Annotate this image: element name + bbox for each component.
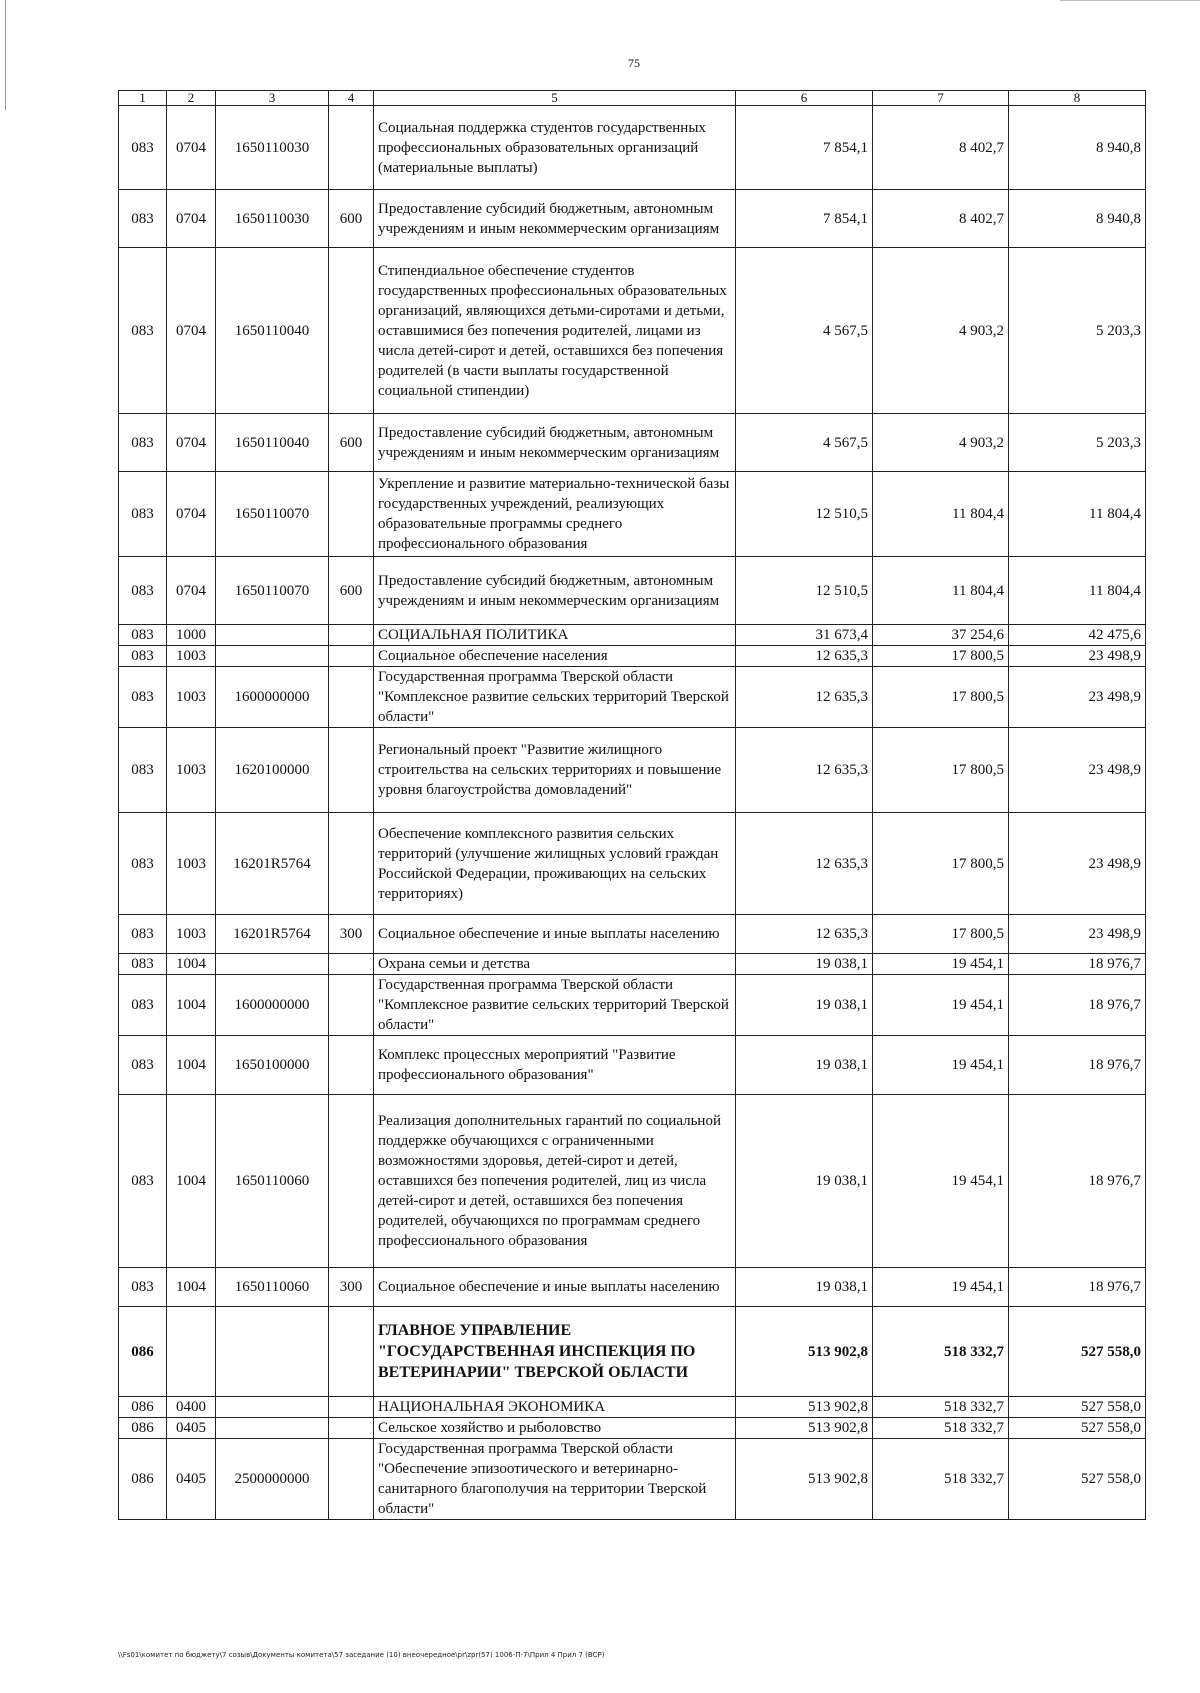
code-admin-cell: 083 [119,954,167,975]
target-article-cell: 1650110060 [216,1095,329,1268]
table-row [119,1036,1146,1095]
amount-year3-cell: 23 498,9 [1009,813,1146,915]
section-code-cell [167,1307,216,1397]
target-article-cell [216,625,329,646]
target-article-cell: 1650110040 [216,248,329,414]
column-header: 7 [873,91,1009,106]
amount-year1-cell: 19 038,1 [736,1036,873,1095]
expense-type-cell [329,248,374,414]
amount-year1-cell: 513 902,8 [736,1307,873,1397]
item-name-cell: Социальная поддержка студентов государственных профессиональных образовательных организаций (материальные выплаты) [374,106,736,190]
amount-year2-cell: 4 903,2 [873,414,1009,472]
amount-year3-cell: 18 976,7 [1009,954,1146,975]
target-article-cell [216,1397,329,1418]
table-row [119,248,1146,414]
expense-type-cell [329,1397,374,1418]
table-row [119,728,1146,813]
table-row [119,954,1146,975]
code-admin-cell: 083 [119,625,167,646]
expense-type-cell [329,1095,374,1268]
target-article-cell: 16201R5764 [216,915,329,954]
code-admin-cell: 083 [119,414,167,472]
table-row [119,106,1146,190]
item-name-cell: Сельское хозяйство и рыболовство [374,1418,736,1439]
code-admin-cell: 083 [119,915,167,954]
expense-type-cell [329,1307,374,1397]
target-article-cell: 1650110030 [216,190,329,248]
table-row [119,414,1146,472]
section-code-cell: 0704 [167,557,216,625]
amount-year3-cell: 18 976,7 [1009,1036,1146,1095]
item-name-cell: Предоставление субсидий бюджетным, автономным учреждениям и иным некоммерческим организациям [374,557,736,625]
code-admin-cell: 083 [119,190,167,248]
amount-year2-cell: 17 800,5 [873,915,1009,954]
item-name-cell: СОЦИАЛЬНАЯ ПОЛИТИКА [374,625,736,646]
code-admin-cell: 083 [119,728,167,813]
expense-type-cell: 300 [329,1268,374,1307]
column-header: 1 [119,91,167,106]
column-header: 8 [1009,91,1146,106]
amount-year2-cell: 4 903,2 [873,248,1009,414]
item-name-cell: Социальное обеспечение и иные выплаты населению [374,1268,736,1307]
target-article-cell [216,954,329,975]
section-code-cell: 1004 [167,1036,216,1095]
section-code-cell: 0405 [167,1439,216,1520]
amount-year2-cell: 8 402,7 [873,106,1009,190]
amount-year3-cell: 23 498,9 [1009,728,1146,813]
header-row [119,91,1146,106]
amount-year1-cell: 12 635,3 [736,667,873,728]
table-row [119,190,1146,248]
section-code-cell: 1004 [167,1268,216,1307]
amount-year2-cell: 11 804,4 [873,472,1009,557]
scan-top-line [1060,0,1200,1]
table-row [119,1439,1146,1520]
expense-type-cell: 600 [329,190,374,248]
section-code-cell: 1004 [167,954,216,975]
code-admin-cell: 083 [119,248,167,414]
target-article-cell [216,646,329,667]
amount-year3-cell: 18 976,7 [1009,975,1146,1036]
amount-year3-cell: 23 498,9 [1009,915,1146,954]
amount-year2-cell: 19 454,1 [873,954,1009,975]
code-admin-cell: 086 [119,1418,167,1439]
target-article-cell: 1620100000 [216,728,329,813]
amount-year1-cell: 513 902,8 [736,1439,873,1520]
amount-year1-cell: 7 854,1 [736,190,873,248]
amount-year1-cell: 4 567,5 [736,414,873,472]
section-code-cell: 0405 [167,1418,216,1439]
amount-year1-cell: 12 635,3 [736,728,873,813]
code-admin-cell: 086 [119,1397,167,1418]
target-article-cell: 16201R5764 [216,813,329,915]
amount-year2-cell: 518 332,7 [873,1418,1009,1439]
budget-table [118,90,1146,1520]
table-row [119,625,1146,646]
item-name-cell: Охрана семьи и детства [374,954,736,975]
expense-type-cell [329,667,374,728]
table-row [119,1397,1146,1418]
scan-edge-line [5,0,6,110]
amount-year2-cell: 518 332,7 [873,1397,1009,1418]
column-header: 5 [374,91,736,106]
section-code-cell: 0704 [167,106,216,190]
amount-year1-cell: 12 635,3 [736,813,873,915]
expense-type-cell [329,1036,374,1095]
section-code-cell: 1003 [167,667,216,728]
section-code-cell: 1003 [167,813,216,915]
amount-year3-cell: 527 558,0 [1009,1439,1146,1520]
table-row [119,975,1146,1036]
amount-year3-cell: 23 498,9 [1009,646,1146,667]
column-header: 2 [167,91,216,106]
amount-year2-cell: 17 800,5 [873,667,1009,728]
expense-type-cell [329,813,374,915]
amount-year2-cell: 19 454,1 [873,1036,1009,1095]
expense-type-cell [329,954,374,975]
target-article-cell: 1650110070 [216,472,329,557]
expense-type-cell [329,646,374,667]
target-article-cell: 1600000000 [216,667,329,728]
column-header: 4 [329,91,374,106]
amount-year2-cell: 19 454,1 [873,1095,1009,1268]
amount-year3-cell: 11 804,4 [1009,557,1146,625]
amount-year3-cell: 527 558,0 [1009,1397,1146,1418]
expense-type-cell [329,1418,374,1439]
code-admin-cell: 086 [119,1307,167,1397]
code-admin-cell: 083 [119,106,167,190]
expense-type-cell [329,728,374,813]
code-admin-cell: 083 [119,1095,167,1268]
section-code-cell: 1003 [167,915,216,954]
amount-year3-cell: 18 976,7 [1009,1095,1146,1268]
target-article-cell: 1650100000 [216,1036,329,1095]
item-name-cell: Государственная программа Тверской области "Комплексное развитие сельских территорий Тверской области" [374,975,736,1036]
footer-file-path: \\Fs01\комитет по бюджету\7 созыв\Документы комитета\57 заседание (10) внеочередное\pr\zpr(57) 1006-П-7\Прил 4 Прил 7 (ВСР) [118,1651,605,1659]
target-article-cell: 1650110070 [216,557,329,625]
item-name-cell: Региональный проект "Развитие жилищного строительства на сельских территориях и повышение уровня благоустройства домовладений" [374,728,736,813]
item-name-cell: Социальное обеспечение и иные выплаты населению [374,915,736,954]
amount-year1-cell: 19 038,1 [736,975,873,1036]
item-name-cell: НАЦИОНАЛЬНАЯ ЭКОНОМИКА [374,1397,736,1418]
amount-year1-cell: 12 510,5 [736,472,873,557]
amount-year2-cell: 17 800,5 [873,813,1009,915]
amount-year1-cell: 4 567,5 [736,248,873,414]
expense-type-cell: 600 [329,557,374,625]
expense-type-cell [329,975,374,1036]
amount-year1-cell: 12 510,5 [736,557,873,625]
code-admin-cell: 086 [119,1439,167,1520]
amount-year3-cell: 5 203,3 [1009,248,1146,414]
table-row [119,1418,1146,1439]
amount-year3-cell: 42 475,6 [1009,625,1146,646]
target-article-cell: 2500000000 [216,1439,329,1520]
amount-year2-cell: 37 254,6 [873,625,1009,646]
amount-year2-cell: 11 804,4 [873,557,1009,625]
code-admin-cell: 083 [119,472,167,557]
target-article-cell [216,1418,329,1439]
code-admin-cell: 083 [119,1036,167,1095]
amount-year2-cell: 518 332,7 [873,1439,1009,1520]
table-row [119,915,1146,954]
item-name-cell: Государственная программа Тверской области "Комплексное развитие сельских территорий Тверской области" [374,667,736,728]
section-code-cell: 1003 [167,728,216,813]
amount-year3-cell: 11 804,4 [1009,472,1146,557]
item-name-cell: Комплекс процессных мероприятий "Развитие профессионального образования" [374,1036,736,1095]
amount-year3-cell: 527 558,0 [1009,1418,1146,1439]
column-header: 3 [216,91,329,106]
code-admin-cell: 083 [119,1268,167,1307]
item-name-cell: Предоставление субсидий бюджетным, автономным учреждениям и иным некоммерческим организациям [374,190,736,248]
amount-year1-cell: 19 038,1 [736,1268,873,1307]
table-row [119,646,1146,667]
section-code-cell: 0704 [167,414,216,472]
section-code-cell: 1000 [167,625,216,646]
amount-year2-cell: 8 402,7 [873,190,1009,248]
amount-year3-cell: 18 976,7 [1009,1268,1146,1307]
section-code-cell: 1004 [167,1095,216,1268]
amount-year2-cell: 518 332,7 [873,1307,1009,1397]
amount-year1-cell: 12 635,3 [736,915,873,954]
target-article-cell: 1650110040 [216,414,329,472]
amount-year3-cell: 5 203,3 [1009,414,1146,472]
target-article-cell: 1650110030 [216,106,329,190]
amount-year1-cell: 12 635,3 [736,646,873,667]
item-name-cell: Предоставление субсидий бюджетным, автономным учреждениям и иным некоммерческим организациям [374,414,736,472]
amount-year3-cell: 8 940,8 [1009,190,1146,248]
amount-year1-cell: 513 902,8 [736,1418,873,1439]
target-article-cell: 1600000000 [216,975,329,1036]
code-admin-cell: 083 [119,646,167,667]
expense-type-cell: 300 [329,915,374,954]
table-row [119,1095,1146,1268]
section-code-cell: 0704 [167,472,216,557]
target-article-cell [216,1307,329,1397]
amount-year2-cell: 19 454,1 [873,975,1009,1036]
expense-type-cell: 600 [329,414,374,472]
table-row [119,1307,1146,1397]
table-row [119,667,1146,728]
item-name-cell: Стипендиальное обеспечение студентов государственных профессиональных образовательных организаций, являющихся детьми-сиротами и детьми, оставшимися без попечения родителей, лицами из числа детей-сирот и детей, оставшихся без попечения родителей (в части выплаты государственной социальной стипендии) [374,248,736,414]
item-name-cell: Укрепление и развитие материально-технической базы государственных учреждений, реализующих образовательные программы среднего профессионального образования [374,472,736,557]
amount-year1-cell: 19 038,1 [736,1095,873,1268]
page-number: 75 [628,56,640,70]
amount-year1-cell: 7 854,1 [736,106,873,190]
section-code-cell: 0704 [167,248,216,414]
code-admin-cell: 083 [119,667,167,728]
item-name-cell: Социальное обеспечение населения [374,646,736,667]
table-row [119,813,1146,915]
expense-type-cell [329,472,374,557]
section-code-cell: 1004 [167,975,216,1036]
item-name-cell: Обеспечение комплексного развития сельских территорий (улучшение жилищных условий граждан Российской Федерации, проживающих на сельских территориях) [374,813,736,915]
amount-year1-cell: 19 038,1 [736,954,873,975]
amount-year1-cell: 31 673,4 [736,625,873,646]
amount-year2-cell: 17 800,5 [873,646,1009,667]
code-admin-cell: 083 [119,975,167,1036]
column-header: 6 [736,91,873,106]
expense-type-cell [329,106,374,190]
code-admin-cell: 083 [119,813,167,915]
table-row [119,1268,1146,1307]
amount-year3-cell: 527 558,0 [1009,1307,1146,1397]
target-article-cell: 1650110060 [216,1268,329,1307]
code-admin-cell: 083 [119,557,167,625]
item-name-cell: Реализация дополнительных гарантий по социальной поддержке обучающихся с ограниченными возможностями здоровья, детей-сирот и детей, оставшихся без попечения родителей, лиц из числа детей-сирот и детей, оставшихся без попечения родителей, обучающихся по программам среднего профессионального образования [374,1095,736,1268]
amount-year1-cell: 513 902,8 [736,1397,873,1418]
table-row [119,472,1146,557]
amount-year3-cell: 23 498,9 [1009,667,1146,728]
amount-year2-cell: 19 454,1 [873,1268,1009,1307]
item-name-cell: ГЛАВНОЕ УПРАВЛЕНИЕ "ГОСУДАРСТВЕННАЯ ИНСПЕКЦИЯ ПО ВЕТЕРИНАРИИ" ТВЕРСКОЙ ОБЛАСТИ [374,1307,736,1397]
amount-year3-cell: 8 940,8 [1009,106,1146,190]
section-code-cell: 0704 [167,190,216,248]
section-code-cell: 0400 [167,1397,216,1418]
amount-year2-cell: 17 800,5 [873,728,1009,813]
table-row [119,557,1146,625]
item-name-cell: Государственная программа Тверской области "Обеспечение эпизоотического и ветеринарно-санитарного благополучия на территории Тверской области" [374,1439,736,1520]
expense-type-cell [329,1439,374,1520]
section-code-cell: 1003 [167,646,216,667]
expense-type-cell [329,625,374,646]
